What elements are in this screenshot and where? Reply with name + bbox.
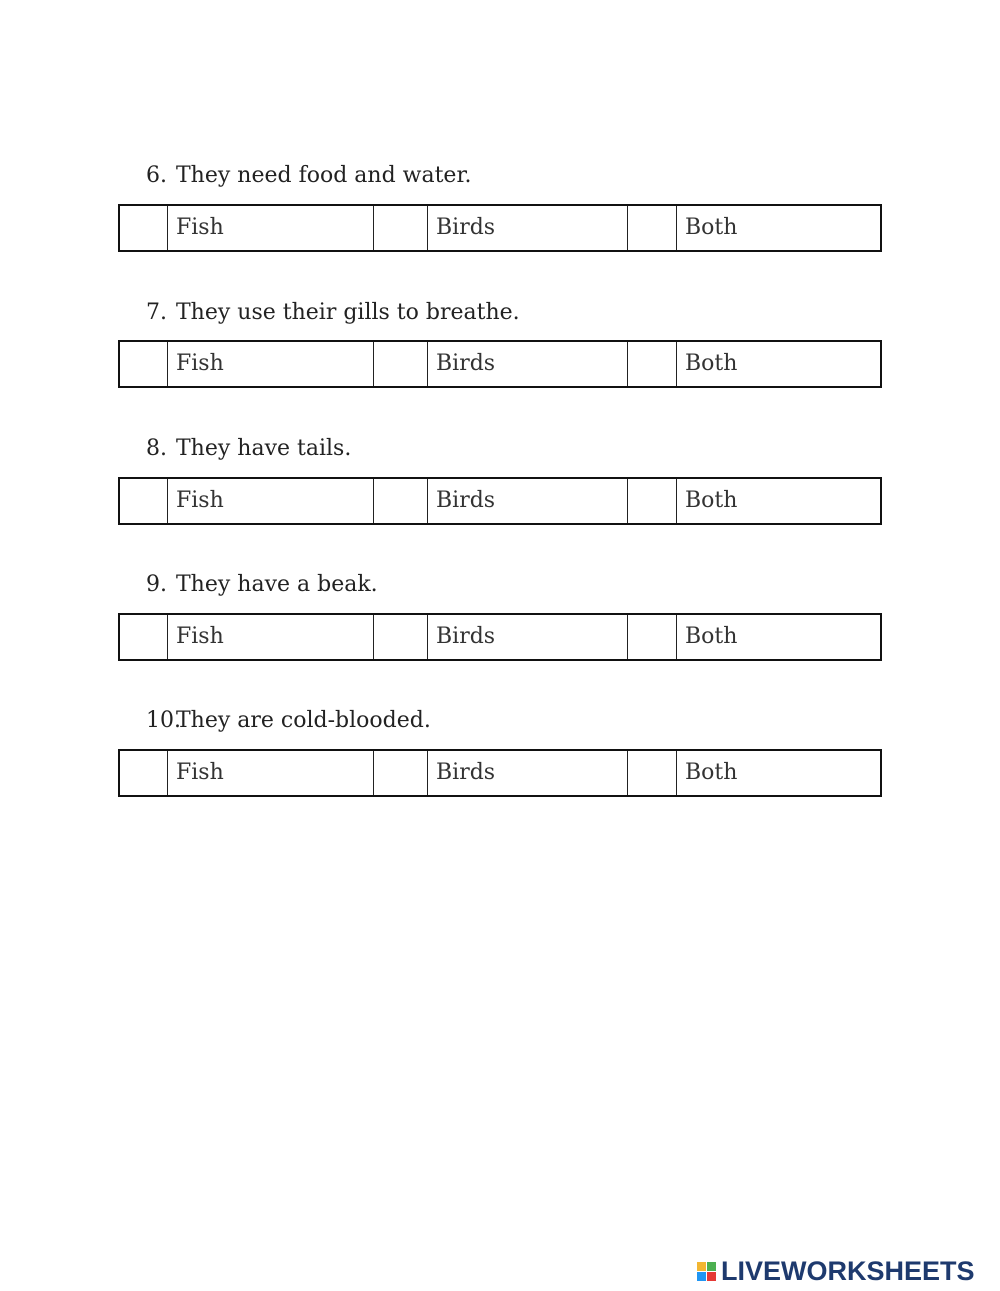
question-number: 6. xyxy=(146,163,167,188)
question-8 xyxy=(118,434,882,564)
fish-answer-box[interactable] xyxy=(120,206,168,250)
liveworksheets-logo-icon xyxy=(697,1262,716,1281)
both-option-label: Both xyxy=(685,624,738,649)
birds-option-label: Birds xyxy=(428,751,628,795)
logo-square xyxy=(707,1272,716,1281)
birds-answer-box[interactable] xyxy=(374,751,428,795)
birds-option-label: Birds xyxy=(428,206,628,250)
fish-option-label: Fish xyxy=(168,615,374,659)
question-text xyxy=(146,434,351,464)
fish-answer-box[interactable] xyxy=(120,615,168,659)
question-10 xyxy=(118,706,882,836)
birds-option-label: Birds xyxy=(428,342,628,386)
fish-option-label: Fish xyxy=(168,751,374,795)
question-prompt: They use their gills to breathe. xyxy=(176,300,520,325)
both-option-label: Both xyxy=(685,488,738,513)
birds-option-label: Birds xyxy=(428,615,628,659)
both-answer-box[interactable] xyxy=(628,751,677,795)
liveworksheets-brand xyxy=(697,1256,975,1286)
fish-answer-box[interactable] xyxy=(120,751,168,795)
birds-answer-box[interactable] xyxy=(374,479,428,523)
question-prompt: They need food and water. xyxy=(176,163,472,188)
brand-name: LIVEWORKSHEETS xyxy=(721,1255,975,1286)
both-option-label: Both xyxy=(685,351,738,376)
birds-option-label: Birds xyxy=(428,479,628,523)
question-number: 10. xyxy=(146,708,181,733)
question-prompt: They have a beak. xyxy=(176,572,378,597)
answer-options-row xyxy=(118,613,882,661)
both-option-label: Both xyxy=(685,760,738,785)
logo-square xyxy=(697,1272,706,1281)
question-6 xyxy=(118,161,882,291)
birds-answer-box[interactable] xyxy=(374,615,428,659)
answer-options-row xyxy=(118,204,882,252)
question-text xyxy=(146,706,431,736)
question-text xyxy=(146,161,472,191)
fish-option-label: Fish xyxy=(168,342,374,386)
both-option-label: Both xyxy=(685,215,738,240)
fish-answer-box[interactable] xyxy=(120,479,168,523)
question-text xyxy=(146,570,378,600)
question-7 xyxy=(118,298,882,428)
both-answer-box[interactable] xyxy=(628,615,677,659)
answer-options-row xyxy=(118,749,882,797)
question-prompt: They have tails. xyxy=(176,436,352,461)
fish-answer-box[interactable] xyxy=(120,342,168,386)
answer-options-row xyxy=(118,477,882,525)
question-text xyxy=(146,298,520,328)
birds-answer-box[interactable] xyxy=(374,206,428,250)
both-answer-box[interactable] xyxy=(628,342,677,386)
logo-square xyxy=(707,1262,716,1271)
question-number: 8. xyxy=(146,436,167,461)
logo-square xyxy=(697,1262,706,1271)
question-number: 9. xyxy=(146,572,167,597)
both-answer-box[interactable] xyxy=(628,479,677,523)
question-prompt: They are cold-blooded. xyxy=(176,708,431,733)
both-answer-box[interactable] xyxy=(628,206,677,250)
question-number: 7. xyxy=(146,300,167,325)
birds-answer-box[interactable] xyxy=(374,342,428,386)
question-9 xyxy=(118,570,882,700)
answer-options-row xyxy=(118,340,882,388)
fish-option-label: Fish xyxy=(168,206,374,250)
fish-option-label: Fish xyxy=(168,479,374,523)
